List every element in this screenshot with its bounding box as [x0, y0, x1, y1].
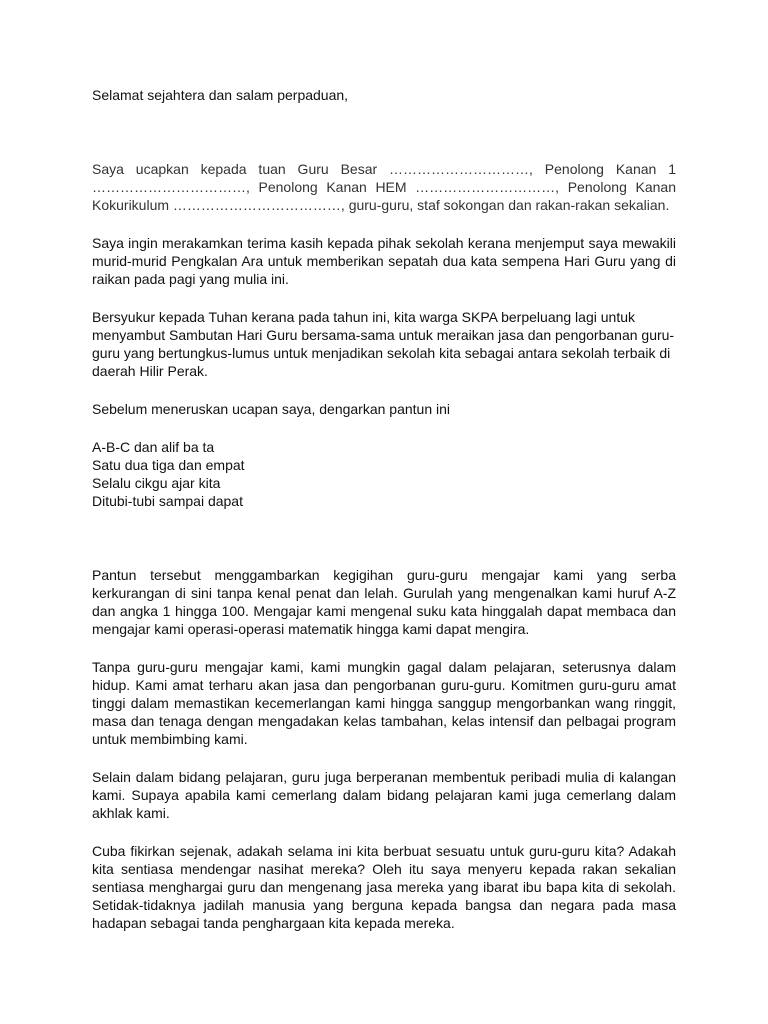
- spacer: [92, 104, 676, 160]
- spacer: [92, 288, 676, 308]
- paragraph-gratitude: Bersyukur kepada Tuhan kerana pada tahun ini, kita warga SKPA berpeluang lagi untuk menyambut Sambutan Hari Guru bersama-sama untuk meraikan jasa dan pengorbanan guru-guru yang bertungkus-lumus untuk menjadikan sekolah kita sebagai antara sekolah terbaik di daerah Hilir Perak.: [92, 309, 675, 379]
- spacer: [92, 418, 676, 438]
- paragraph-character: Selain dalam bidang pelajaran, guru juga berperanan membentuk peribadi mulia di kalangan kami. Supaya apabila kami cemerlang dalam bidang pelajaran kami juga cemerlang dalam akhlak kami.: [92, 769, 676, 821]
- pantun-line: Ditubi-tubi sampai dapat: [92, 493, 243, 509]
- paragraph-commitment: Tanpa guru-guru mengajar kami, kami mungkin gagal dalam pelajaran, seterusnya dalam hidup. Kami amat terharu akan jasa dan pengorbanan guru-guru. Komitmen guru-guru amat tinggi dalam memastikan kecemerlangan kami hingga sanggup mengorbankan wang ringgit, masa dan tenaga dengan mengadakan kelas tambahan, kelas intensif dan pelbagai program untuk membimbing kami.: [92, 659, 676, 747]
- pantun-line: Selalu cikgu ajar kita: [92, 475, 221, 491]
- document-page: [92, 86, 676, 932]
- spacer: [92, 380, 676, 400]
- spacer: [92, 510, 676, 566]
- pantun-line: Satu dua tiga dan empat: [92, 457, 245, 473]
- paragraph-pantun-intro: Sebelum meneruskan ucapan saya, dengarkan pantun ini: [92, 401, 451, 417]
- paragraph-thanks: Saya ingin merakamkan terima kasih kepada pihak sekolah kerana menjemput saya mewakili murid-murid Pengkalan Ara untuk memberikan sepatah dua kata sempena Hari Guru yang di raikan pada pagi yang mulia ini.: [92, 235, 676, 287]
- spacer: [92, 638, 676, 658]
- greeting: Selamat sejahtera dan salam perpaduan,: [92, 87, 349, 103]
- pantun-line: A-B-C dan alif ba ta: [92, 439, 215, 455]
- paragraph-pantun-meaning: Pantun tersebut menggambarkan kegigihan guru-guru mengajar kami yang serba kerkurangan di sini tanpa kenal penat dan lelah. Gurulah yang mengenalkan kami huruf A-Z dan angka 1 hingga 100. Mengajar kami mengenal suku kata hinggalah dapat membaca dan mengajar kami operasi-operasi matematik hingga kami dapat mengira.: [92, 567, 676, 637]
- spacer: [92, 214, 676, 234]
- paragraph-reflection: Cuba fikirkan sejenak, adakah selama ini kita berbuat sesuatu untuk guru-guru kita? Adakah kita sentiasa mendengar nasihat mereka? Oleh itu saya menyeru kepada rakan sekalian sentiasa menghargai guru dan mengenang jasa mereka yang ibarat ibu bapa kita di sekolah. Setidak-tidaknya jadilah manusia yang berguna kepada bangsa dan negara pada masa hadapan sebagai tanda penghargaan kita kepada mereka.: [92, 843, 676, 931]
- pantun-verse: [92, 438, 676, 510]
- spacer: [92, 748, 676, 768]
- paragraph-acknowledgement: Saya ucapkan kepada tuan Guru Besar …………………………, Penolong Kanan 1 ……………………………, Penolong Kanan HEM …………………………, Penolong Kanan Kokurikulum ………………………………, guru-guru, staf sokongan dan rakan-rakan sekalian.: [92, 161, 676, 213]
- spacer: [92, 822, 676, 842]
